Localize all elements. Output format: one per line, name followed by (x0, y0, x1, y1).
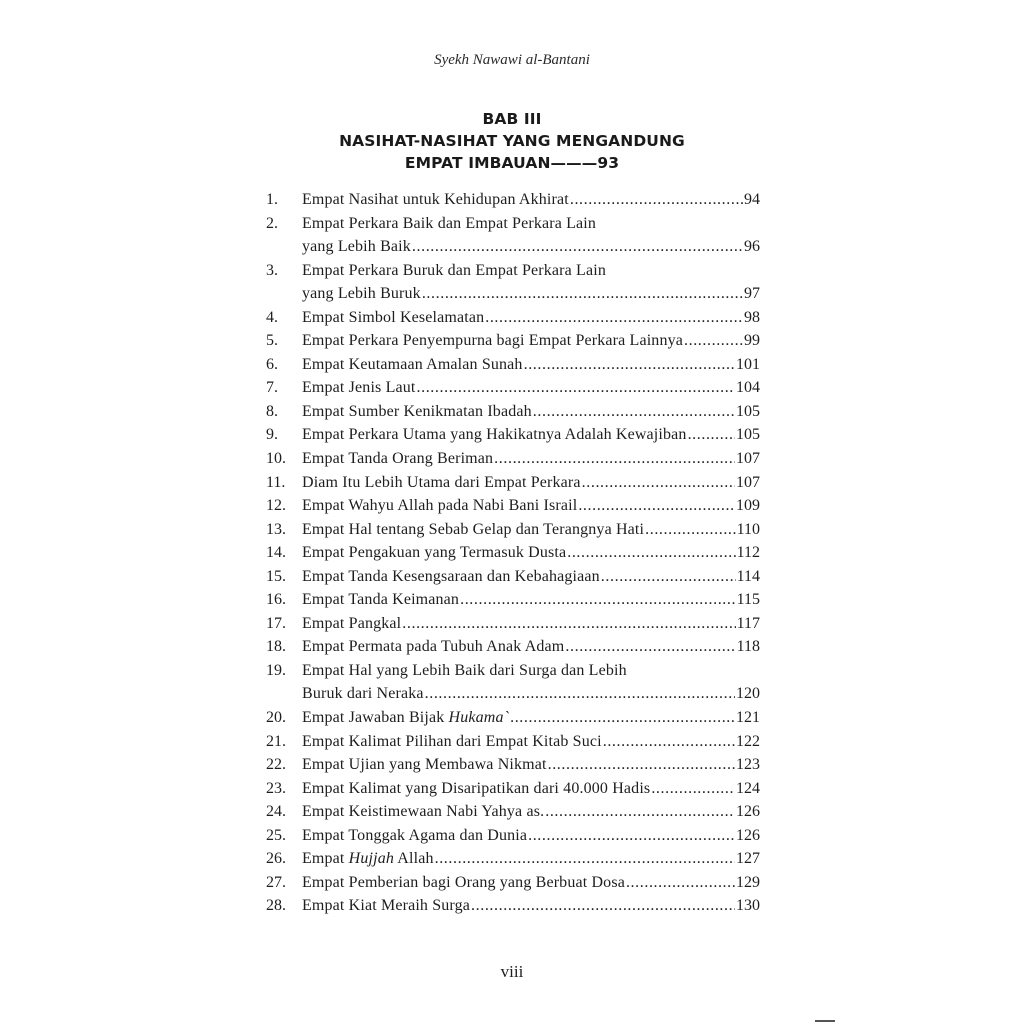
toc-entry (262, 212, 760, 236)
toc-entry-title: Empat Tanda Kesengsaraan dan Kebahagiaan (302, 567, 600, 585)
toc-entry-title: Empat Jenis Laut (302, 379, 416, 397)
toc-entry-title: Empat Hal tentang Sebab Gelap dan Terangnya Hati (302, 520, 645, 538)
dot-leader (524, 353, 735, 377)
toc-entry-number: 10. (266, 450, 286, 468)
toc-entry (262, 471, 760, 495)
toc-entry-number: 14. (266, 544, 286, 562)
toc-entry-page: 124 (736, 779, 760, 797)
toc-entry (262, 565, 760, 589)
toc-entry (262, 588, 760, 612)
toc-entry (262, 376, 760, 400)
toc-entry-title (302, 706, 509, 730)
toc-entry-page: 130 (736, 897, 760, 915)
toc-entry (262, 800, 760, 824)
toc-entry-title: Empat Tonggak Agama dan Dunia (302, 826, 528, 844)
toc-entry-title: Empat Tanda Keimanan (302, 591, 460, 609)
toc-entry-number: 23. (266, 779, 286, 797)
toc-entry-title (302, 847, 434, 871)
dot-leader (417, 376, 736, 400)
toc-entry-page: 126 (736, 803, 760, 821)
toc-entry-number: 7. (266, 379, 278, 397)
toc-entry-page: 118 (736, 638, 760, 656)
toc-entry-page: 114 (736, 567, 760, 585)
dot-leader (582, 471, 735, 495)
toc-entry (262, 847, 760, 871)
chapter-title-line-1: NASIHAT-NASIHAT YANG MENGANDUNG (339, 132, 685, 150)
toc-entry (262, 494, 760, 518)
toc-entry (262, 777, 760, 801)
toc-entry (262, 753, 760, 777)
dot-leader (645, 518, 735, 542)
toc-entry-page: 126 (736, 826, 760, 844)
toc-entry-title: Empat Perkara Utama yang Hakikatnya Adalah Kewajiban (302, 426, 687, 444)
toc-entry-continuation (262, 282, 760, 306)
toc-entry-title: Empat Keutamaan Amalan Sunah (302, 355, 523, 373)
toc-entry-title: Empat Kalimat yang Disaripatikan dari 40.000 Hadis (302, 779, 651, 797)
toc-entry-number: 22. (266, 756, 286, 774)
toc-entry-number: 27. (266, 873, 286, 891)
toc-entry (262, 400, 760, 424)
toc-entry-number: 16. (266, 591, 286, 609)
toc-entry-page: 117 (736, 614, 760, 632)
dot-leader (485, 306, 743, 330)
toc-entry-page: 101 (736, 355, 760, 373)
chapter-title-line-2: EMPAT IMBAUAN———93 (404, 154, 620, 172)
toc-entry (262, 635, 760, 659)
toc-entry-number: 26. (266, 850, 286, 868)
toc-entry-page: 96 (744, 238, 760, 256)
dot-leader (684, 329, 743, 353)
toc-entry-title: Empat Permata pada Tubuh Anak Adam (302, 638, 565, 656)
toc-entry (262, 518, 760, 542)
table-of-contents (262, 188, 760, 918)
toc-entry (262, 353, 760, 377)
toc-entry-title-part: Empat (302, 850, 349, 868)
dot-leader (402, 612, 735, 636)
toc-entry-number: 21. (266, 732, 286, 750)
toc-entry-number: 12. (266, 497, 286, 515)
toc-entry (262, 447, 760, 471)
toc-entry-title: Empat Perkara Baik dan Empat Perkara Lain (302, 214, 597, 232)
dot-leader (510, 706, 735, 730)
toc-entry (262, 824, 760, 848)
dot-leader (533, 400, 735, 424)
toc-entry-page: 107 (736, 473, 760, 491)
toc-entry-page: 121 (736, 709, 760, 727)
toc-entry-number: 18. (266, 638, 286, 656)
toc-entry-page: 110 (736, 520, 760, 538)
toc-entry-number: 15. (266, 567, 286, 585)
dot-leader (570, 188, 743, 212)
toc-entry-title: Empat Perkara Penyempurna bagi Empat Perkara Lainnya (302, 332, 683, 350)
toc-entry-title-italic: Hukama` (448, 709, 510, 727)
toc-entry-title: Empat Kalimat Pilihan dari Empat Kitab Suci (302, 732, 602, 750)
toc-entry-continuation (262, 235, 760, 259)
toc-entry (262, 612, 760, 636)
running-head: Syekh Nawawi al-Bantani (434, 52, 590, 68)
toc-entry (262, 894, 760, 918)
toc-entry-number: 4. (266, 308, 278, 326)
toc-entry-page: 129 (736, 873, 760, 891)
toc-entry-title: Empat Sumber Kenikmatan Ibadah (302, 402, 532, 420)
toc-entry-page: 123 (736, 756, 760, 774)
toc-entry-number: 1. (266, 191, 278, 208)
dot-leader (626, 871, 735, 895)
toc-entry (262, 329, 760, 353)
chapter-heading (0, 108, 1024, 174)
scan-edge-mark (815, 1020, 835, 1022)
dot-leader (548, 753, 735, 777)
toc-entry-title: Empat Perkara Buruk dan Empat Perkara Lain (302, 261, 606, 279)
toc-entry-title: Empat Keistimewaan Nabi Yahya as. (302, 803, 545, 821)
toc-entry-page: 115 (736, 591, 760, 609)
toc-entry-title: Diam Itu Lebih Utama dari Empat Perkara (302, 473, 581, 491)
dot-leader (651, 777, 735, 801)
toc-entry-page: 99 (744, 332, 760, 350)
toc-entry-number: 8. (266, 402, 278, 420)
dot-leader (601, 565, 736, 589)
toc-entry (262, 541, 760, 565)
toc-entry-title-italic: Hujjah (348, 850, 395, 868)
dot-leader (688, 423, 735, 447)
toc-entry-number: 28. (266, 897, 286, 915)
toc-entry-page: 94 (744, 191, 760, 208)
toc-entry-page: 105 (736, 426, 760, 444)
dot-leader (578, 494, 735, 518)
toc-entry-page: 105 (736, 402, 760, 420)
dot-leader (471, 894, 735, 918)
toc-entry-title: Empat Nasihat untuk Kehidupan Akhirat (302, 191, 569, 208)
toc-entry-number: 9. (266, 426, 278, 444)
dot-leader (412, 235, 743, 259)
toc-entry-page: 112 (736, 544, 760, 562)
dot-leader (460, 588, 736, 612)
toc-entry-title: Empat Tanda Orang Beriman (302, 450, 494, 468)
dot-leader (545, 800, 735, 824)
toc-entry-title: Empat Ujian yang Membawa Nikmat (302, 756, 547, 774)
dot-leader (422, 282, 743, 306)
toc-entry-number: 17. (266, 614, 286, 632)
toc-entry-title: Empat Pangkal (302, 614, 402, 632)
page-number: viii (500, 962, 524, 981)
toc-entry (262, 871, 760, 895)
toc-entry-page: 107 (736, 450, 760, 468)
toc-entry-page: 122 (736, 732, 760, 750)
toc-entry (262, 659, 760, 683)
toc-entry-number: 6. (266, 355, 278, 373)
toc-entry-page: 97 (744, 285, 760, 303)
toc-entry-title: Empat Pemberian bagi Orang yang Berbuat Dosa (302, 873, 625, 891)
chapter-number: BAB III (482, 110, 542, 128)
toc-entry (262, 306, 760, 330)
toc-entry-title: Empat Wahyu Allah pada Nabi Bani Israil (302, 497, 578, 515)
toc-entry-page: 120 (736, 685, 760, 703)
toc-entry-title: Empat Pengakuan yang Termasuk Dusta (302, 544, 567, 562)
toc-entry-number: 25. (266, 826, 286, 844)
toc-entry (262, 706, 760, 730)
toc-entry (262, 423, 760, 447)
dot-leader (567, 541, 735, 565)
dot-leader (494, 447, 735, 471)
dot-leader (528, 824, 735, 848)
dot-leader (435, 847, 735, 871)
toc-entry-title-continued: yang Lebih Baik (302, 238, 411, 256)
toc-entry-number: 13. (266, 520, 286, 538)
toc-entry-number: 2. (266, 214, 278, 232)
toc-entry-page: 109 (736, 497, 760, 515)
toc-entry-page: 98 (744, 308, 760, 326)
toc-entry-title-continued: yang Lebih Buruk (302, 285, 421, 303)
toc-entry-title-continued: Buruk dari Neraka (302, 685, 424, 703)
toc-entry-title: Empat Kiat Meraih Surga (302, 897, 471, 915)
toc-entry (262, 730, 760, 754)
dot-leader (425, 682, 735, 706)
toc-entry (262, 259, 760, 283)
toc-entry-title-part: Allah (394, 850, 434, 868)
toc-entry-title: Empat Hal yang Lebih Baik dari Surga dan Lebih (302, 661, 627, 679)
toc-entry-number: 19. (266, 661, 286, 679)
toc-entry-title: Empat Simbol Keselamatan (302, 308, 485, 326)
toc-entry (262, 188, 760, 212)
toc-entry-number: 3. (266, 261, 278, 279)
toc-entry-number: 11. (266, 473, 286, 491)
toc-entry-page: 104 (736, 379, 760, 397)
toc-entry-number: 20. (266, 709, 286, 727)
toc-entry-number: 24. (266, 803, 286, 821)
toc-entry-page: 127 (736, 850, 760, 868)
dot-leader (565, 635, 735, 659)
toc-entry-title-part: Empat Jawaban Bijak (302, 709, 449, 727)
toc-entry-continuation (262, 682, 760, 706)
toc-entry-number: 5. (266, 332, 278, 350)
dot-leader (603, 730, 735, 754)
